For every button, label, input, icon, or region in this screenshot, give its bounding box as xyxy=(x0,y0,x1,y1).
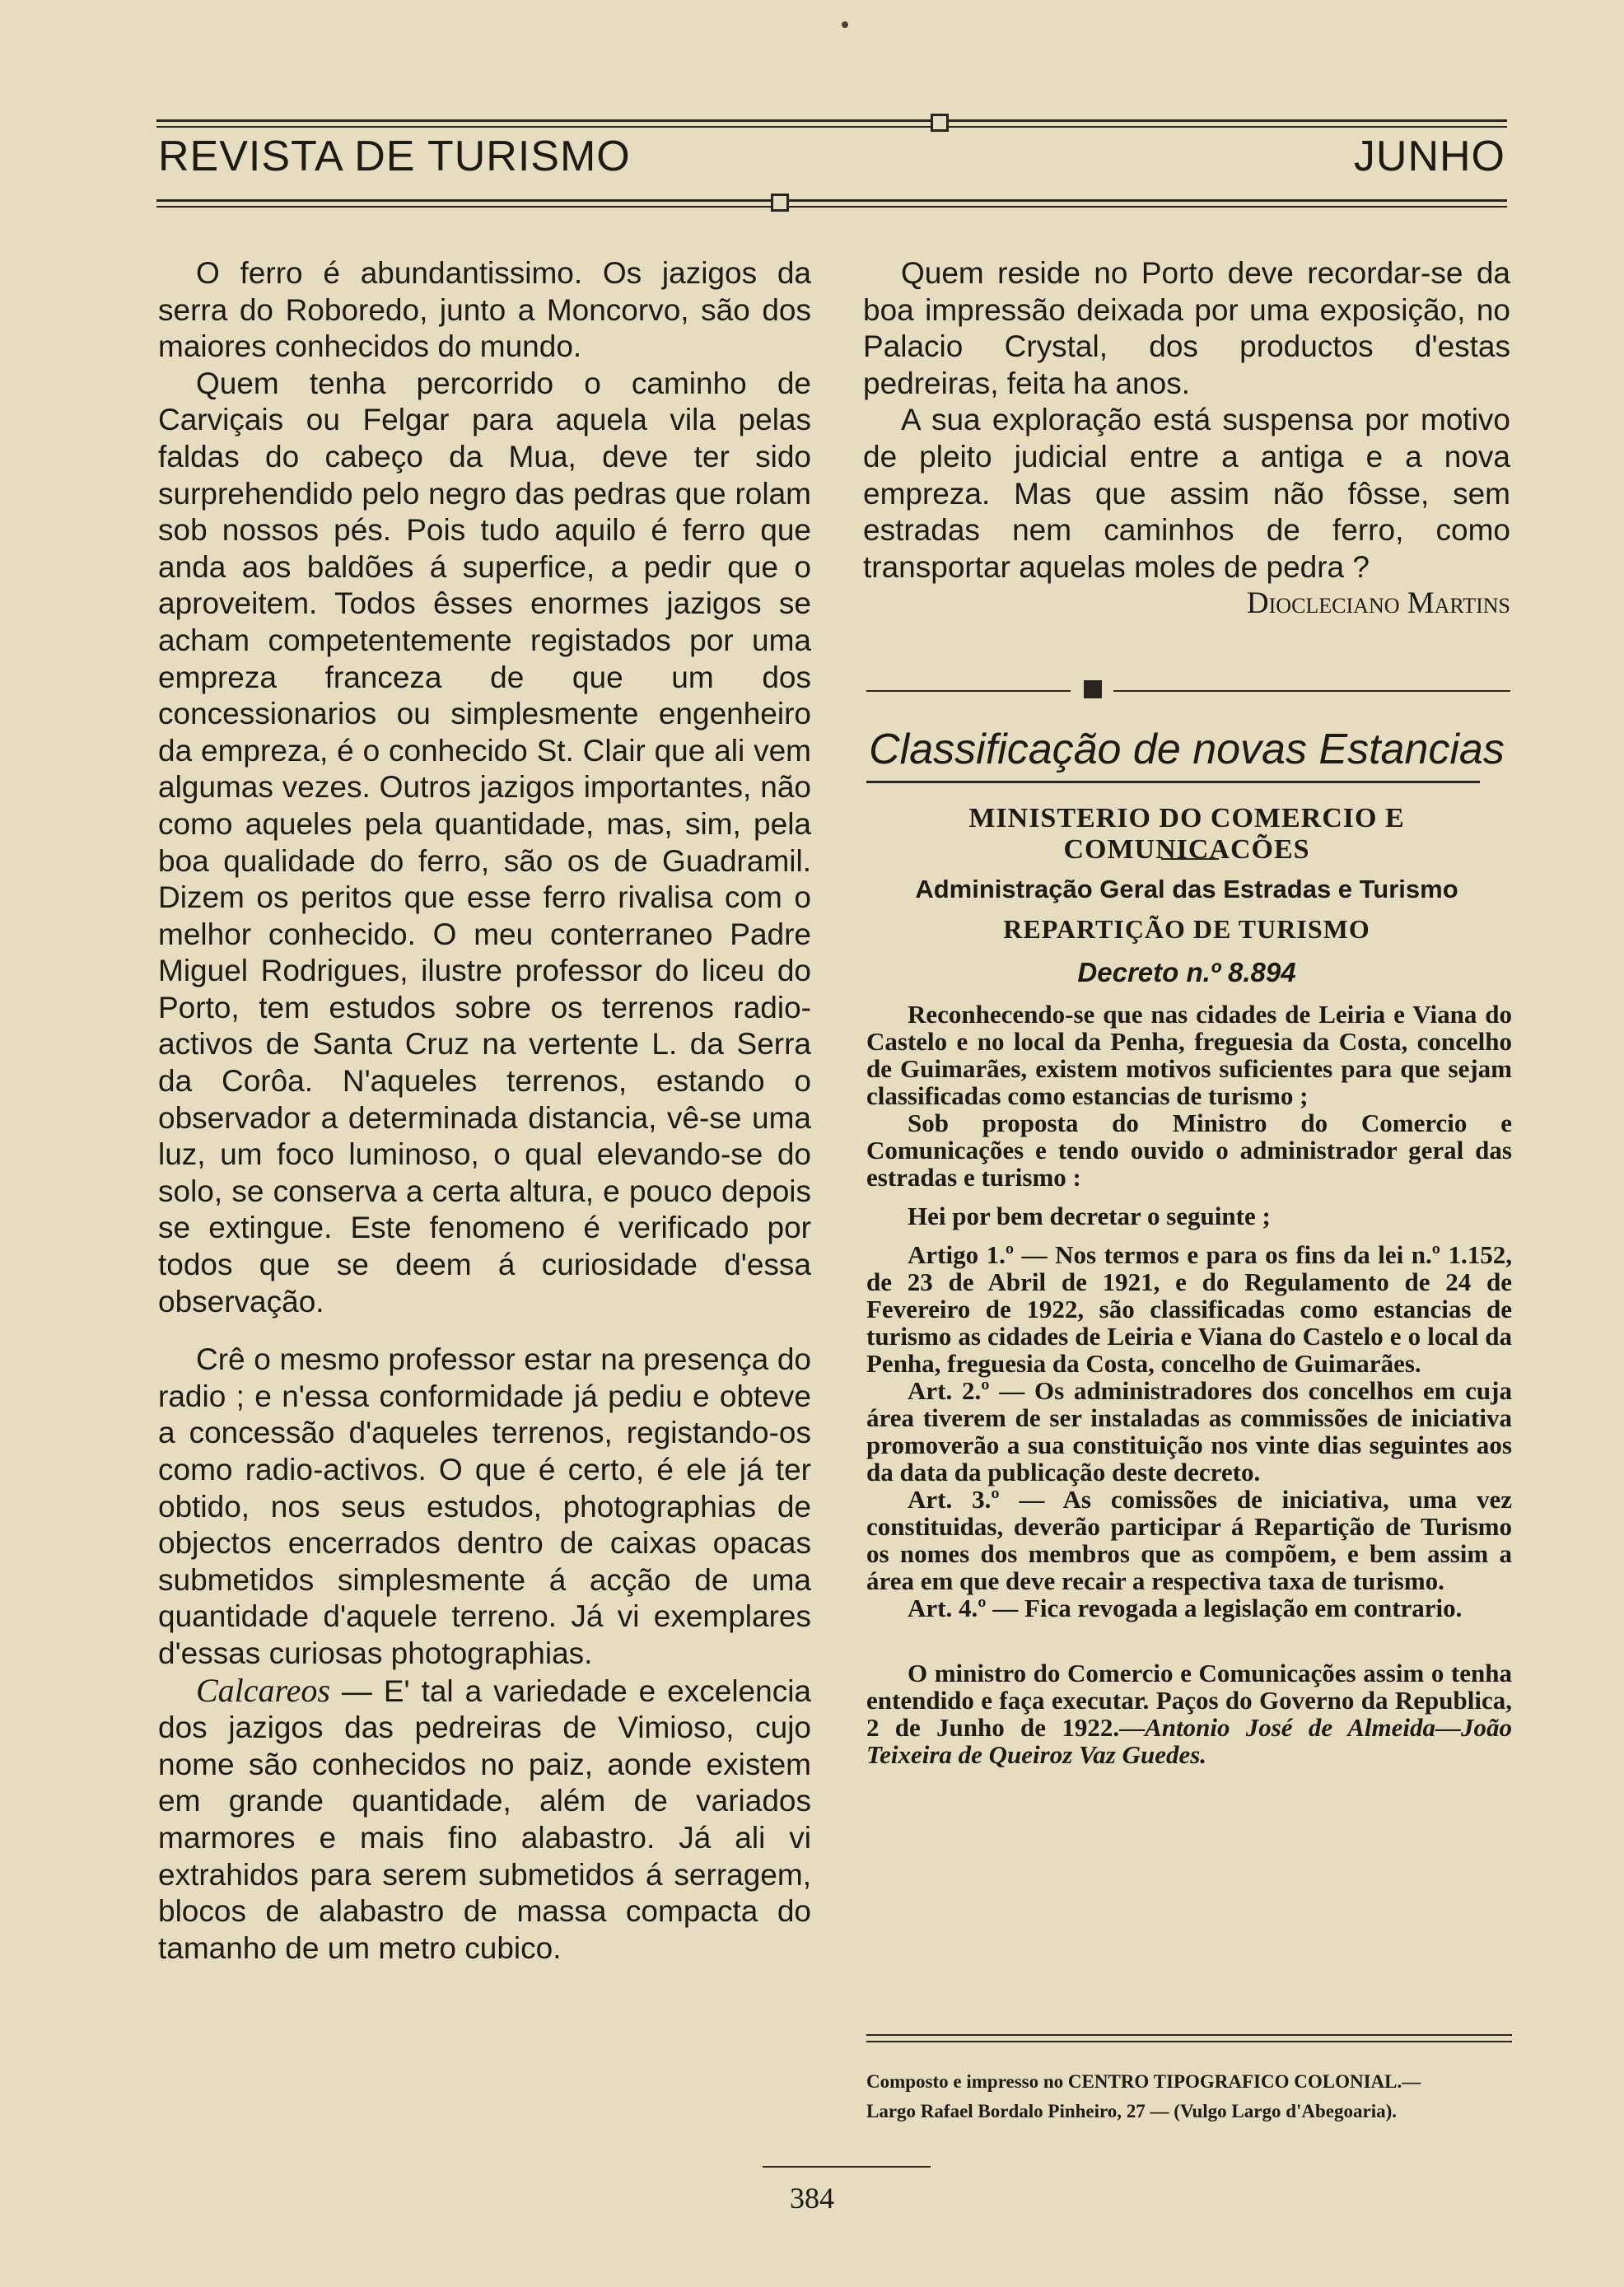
calcareos-text: — E' tal a variedade e excelencia dos jazigos das pedreiras de Vimioso, cujo nome são conhecidos no paiz, aonde existem em grande quantidade, além de variados marmores e mais fino alabastro. Já ali vi extrahidos para serem submetidos á serragem, blocos de alabastro de massa compacta do tamanho de um metro cubico. xyxy=(158,1673,811,1965)
decree-article-1: Artigo 1.º — Nos termos e para os fins da lei n.º 1.152, de 23 de Abril de 1921, e do Regulamento de 24 de Fevereiro de 1922, são classificadas como estancias de turismo as cidades de Leiria e Viana do Castelo e o local da Penha, freguesia da Costa, concelho de Guimarães. xyxy=(866,1240,1512,1378)
section-ornament xyxy=(1084,680,1102,698)
decree-article-4: Art. 4.º — Fica revogada a legislação em contrario. xyxy=(908,1594,1463,1622)
header-ornament-top xyxy=(931,114,949,132)
paragraph-calcareos xyxy=(158,1673,811,1967)
decree-article-3: Art. 3.º — As comissões de iniciativa, uma vez constituidas, deverão participar á Repartição de Turismo os nomes dos membros que as compõem, e bem assim a área em que deve recair a respectiva taxa de turismo. xyxy=(866,1485,1512,1595)
department-heading: REPARTIÇÃO DE TURISMO xyxy=(1003,914,1370,944)
header-ornament-bottom xyxy=(771,194,789,212)
decree-paragraph: Hei por bem decretar o seguinte ; xyxy=(908,1202,1271,1230)
imprint-line: Largo Rafael Bordalo Pinheiro, 27 — (Vulgo Largo d'Abegoaria). xyxy=(866,2101,1397,2121)
paragraph: O ferro é abundantissimo. Os jazigos da serra do Roboredo, junto a Moncorvo, são dos maiores conhecidos do mundo. xyxy=(158,256,811,364)
header-rule-top xyxy=(156,119,1507,122)
header-rule-top-2 xyxy=(156,126,1507,128)
paragraph: A sua exploração está suspensa por motivo de pleito judicial entre a antiga e a nova empreza. Mas que assim não fôsse, sem estradas nem caminhos de ferro, como transportar aquelas moles de pedra ? xyxy=(863,403,1510,584)
footer-rule xyxy=(763,2166,931,2168)
administration-heading: Administração Geral das Estradas e Turismo xyxy=(915,875,1458,903)
paragraph: Crê o mesmo professor estar na presença do radio ; e n'essa conformidade já pediu e obteve a concessão d'aqueles terrenos, registando-os como radio-activos. O que é certo, é ele já ter obtido, nos seus estudos, photographias de objectos encerrados dentro de caixas opacas submetidos simplesmente á acção de uma quantidade d'aquele terreno. Já vi exemplares d'essas curiosas photographias. xyxy=(158,1342,811,1670)
imprint-line: Composto e impresso no CENTRO TIPOGRAFICO COLONIAL.— xyxy=(866,2071,1421,2092)
closing-text: O ministro do Comercio e Comunicações assim o tenha entendido e faça executar. Paços do Governo da Republica, 2 de Junho de 1922.— xyxy=(866,1659,1512,1742)
running-title: REVISTA DE TURISMO xyxy=(158,133,631,180)
imprint-rule-top-2 xyxy=(866,2041,1512,2042)
right-column xyxy=(863,255,1510,623)
decree-article-2: Art. 2.º — Os administradores dos concelhos em cuja área tiverem de ser instaladas as commissões de iniciativa promoverão a sua constituição nos vinte dias seguintes aos da data da publicação deste decreto. xyxy=(866,1376,1512,1487)
page-number: 384 xyxy=(790,2182,834,2215)
left-column xyxy=(158,255,811,1967)
header-rule-bottom-2 xyxy=(156,206,1507,208)
paragraph: Quem reside no Porto deve recordar-se da boa impressão deixada por uma exposição, no Palacio Crystal, dos productos d'estas pedreiras, feita ha anos. xyxy=(863,256,1510,400)
closing-names: Antonio José de Almeida—João Teixeira de Queiroz Vaz Guedes. xyxy=(866,1713,1512,1769)
imprint-rule-top xyxy=(866,2034,1512,2036)
ink-dot xyxy=(842,21,848,28)
decree-closing xyxy=(866,1659,1512,1768)
ministry-rule xyxy=(1161,858,1219,860)
imprint xyxy=(866,2067,1512,2126)
author-signature: Diocleciano Martins xyxy=(1246,586,1510,621)
calcareos-label: Calcareos xyxy=(196,1671,330,1709)
header-rule-bottom xyxy=(156,199,1507,202)
section-title: Classificação de novas Estancias xyxy=(869,726,1505,773)
section-rule-right xyxy=(1113,690,1510,692)
paragraph: Quem tenha percorrido o caminho de Carviçais ou Felgar para aquela vila pelas faldas do cabeço da Mua, deve ter sido surprehendido pelo negro das pedras que rolam sob nossos pés. Pois tudo aquilo é ferro que anda aos baldões á superfice, a pedir que o aproveitem. Todos êsses enormes jazigos se acham competentemente registados por uma empreza franceza de que um dos concessionarios ou simplesmente engenheiro da empreza, é o conhecido St. Clair que ali vem algumas vezes. Outros jazigos importantes, não como aqueles pela quantidade, mas, sim, pela boa qualidade do ferro, são os de Guadramil. Dizem os peritos que esse ferro rivalisa com o melhor conhecido. O meu conterraneo Padre Miguel Rodrigues, ilustre professor do liceu do Porto, tem estudos sobre os terrenos radio-activos de Santa Cruz na vertente L. da Serra da Corôa. N'aqueles terrenos, estando o observador a determinada distancia, vê-se uma luz, um foco luminoso, o qual elevando-se do solo, se conserva a certa altura, e pouco depois se extingue. Este fenomeno é verificado por todos que se deem á curiosidade d'essa observação. xyxy=(158,366,811,1319)
decree-text xyxy=(866,1001,1512,1768)
decree-number: Decreto n.º 8.894 xyxy=(1077,957,1296,987)
section-title-rule xyxy=(866,781,1480,783)
ministry-heading: MINISTERIO DO COMERCIO E COMUNICACÕES xyxy=(968,803,1405,865)
running-month: JUNHO xyxy=(1353,133,1505,180)
decree-paragraph: Reconhecendo-se que nas cidades de Leiria e Viana do Castelo e no local da Penha, freguesia da Costa, concelho de Guimarães, existem motivos suficientes para que sejam classificadas como estancias de turismo ; xyxy=(866,1000,1512,1110)
section-rule-left xyxy=(866,690,1071,692)
decree-paragraph: Sob proposta do Ministro do Comercio e Comunicações e tendo ouvido o administrador geral das estradas e turismo : xyxy=(866,1108,1512,1192)
